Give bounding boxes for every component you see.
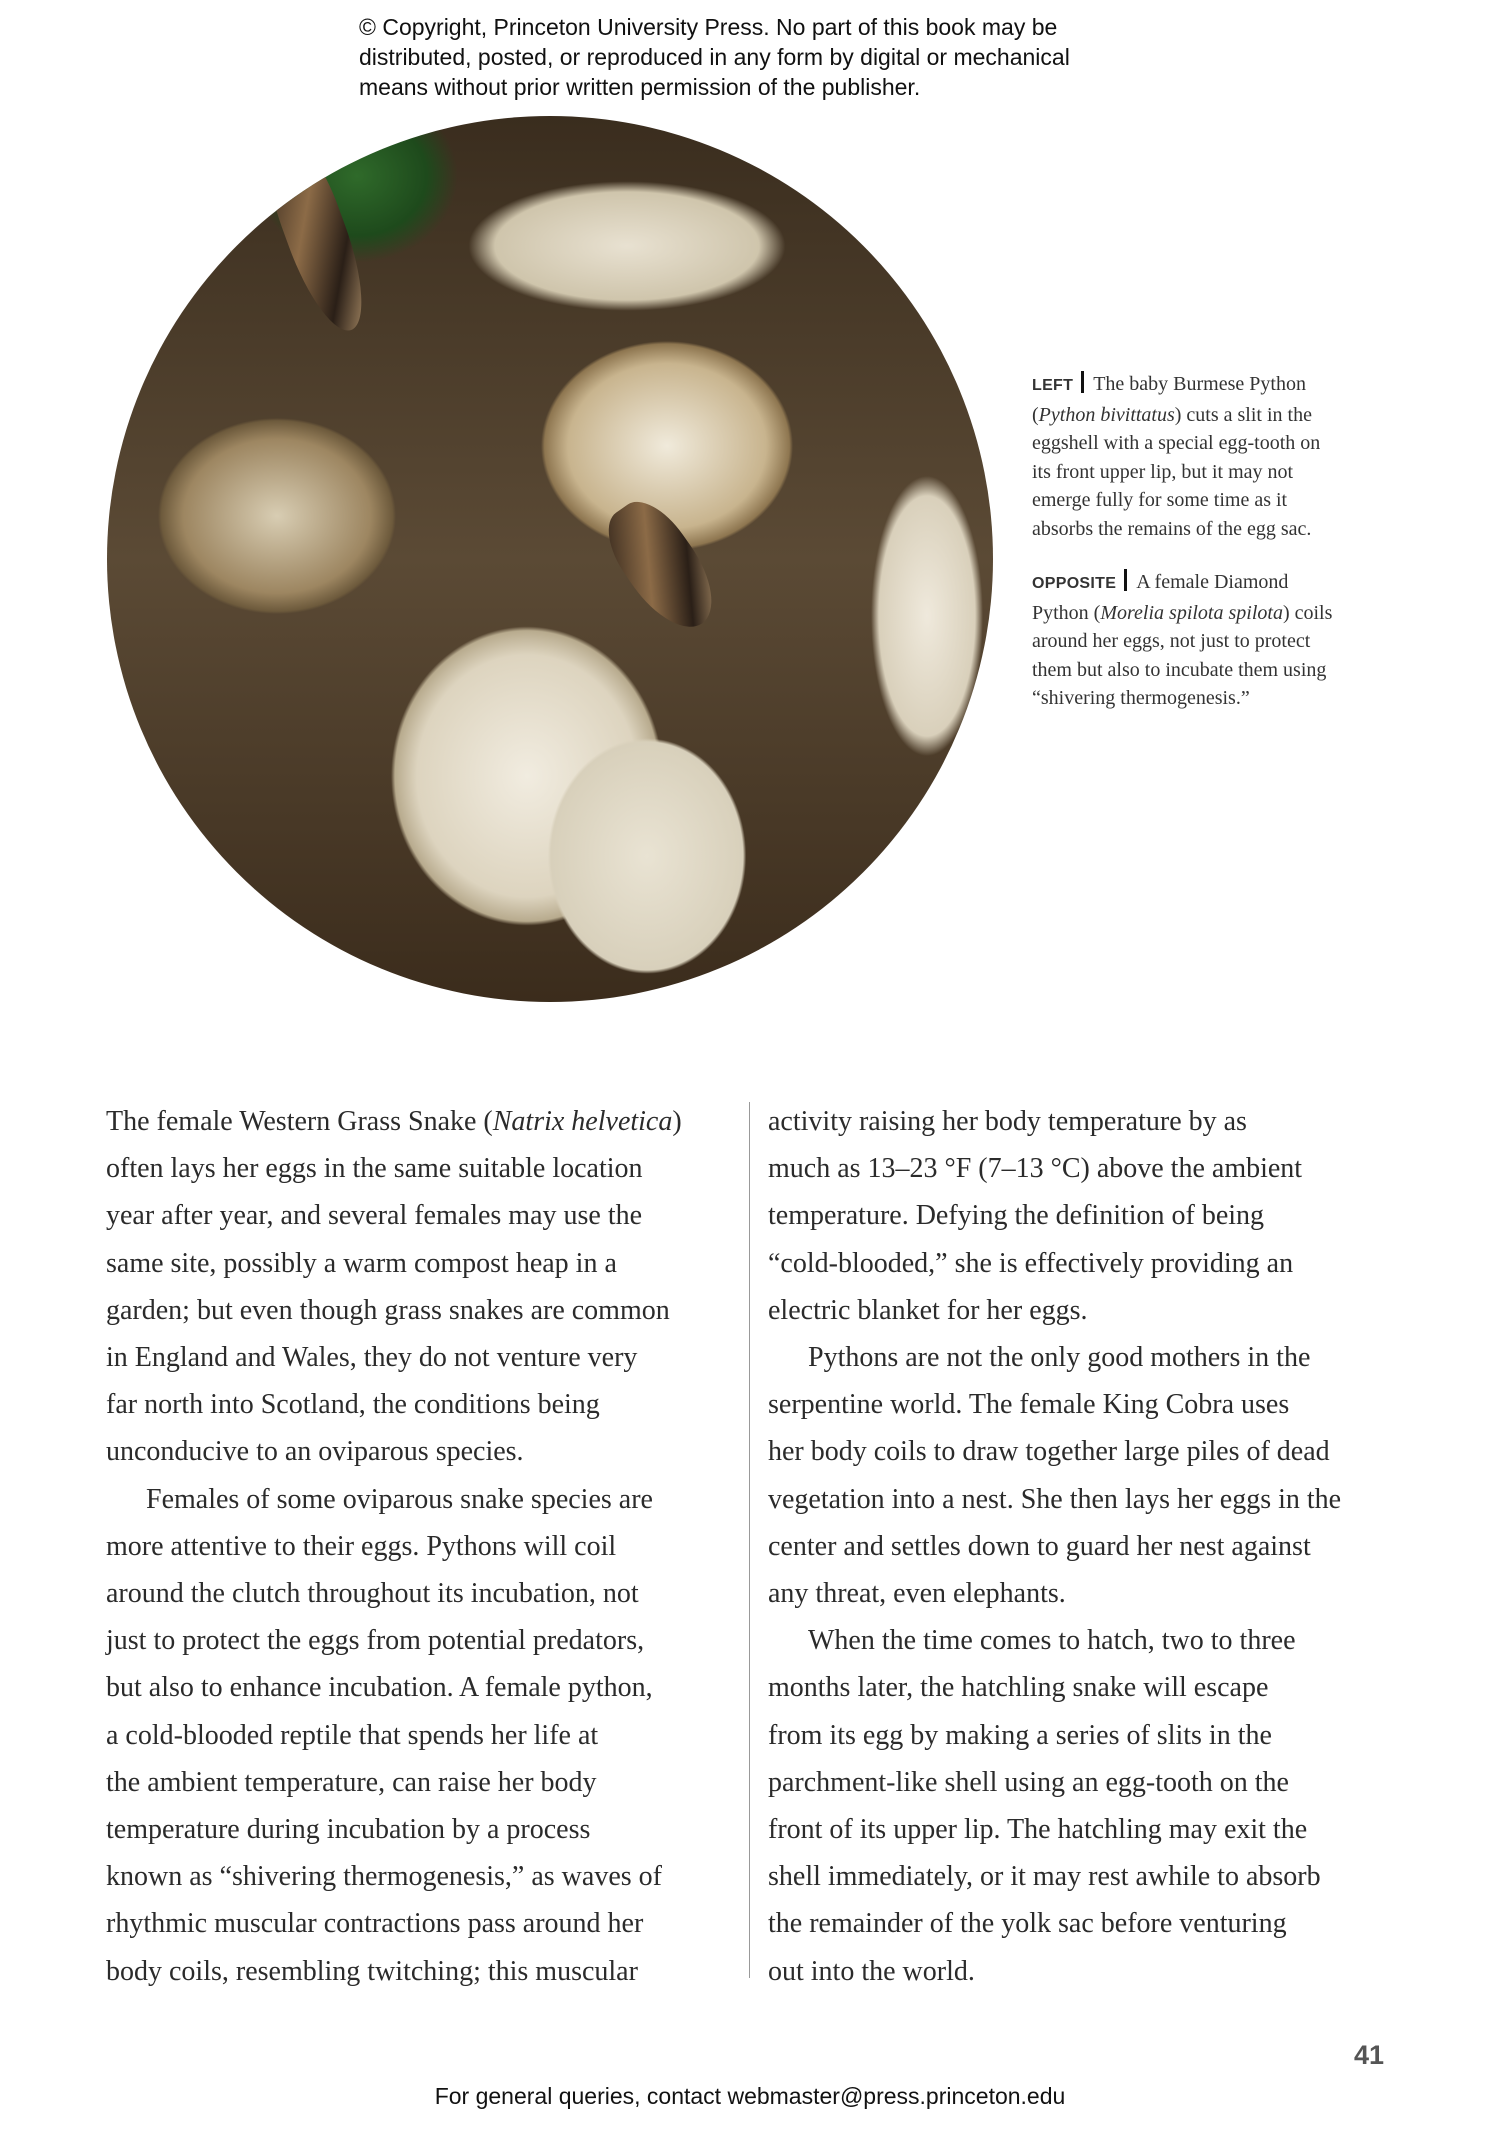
body-text-line [106,1900,682,1947]
body-text-line [768,1428,1341,1475]
text-segment: serpentine world. The female King Cobra uses [768,1389,1290,1421]
body-text-line [106,1712,682,1759]
text-segment: ( [1032,403,1039,426]
text-segment: the remainder of the yolk sac before venturing [768,1908,1287,1940]
text-segment: “shivering thermogenesis.” [1032,687,1250,709]
text-segment: its front upper lip, but it may not [1032,460,1294,483]
caption-separator [1081,371,1084,393]
copyright-line: means without prior written permission of the publisher. [359,74,921,100]
text-segment: months later, the hatchling snake will escape [768,1672,1269,1704]
text-segment: center and settles down to guard her nest against [768,1530,1311,1562]
text-segment: vegetation into a nest. She then lays her eggs in the [768,1483,1342,1515]
body-column-left [106,1098,682,1995]
body-text-line [768,1192,1341,1239]
body-column-right [768,1098,1341,1995]
body-text-line [768,1098,1341,1145]
body-text-line [768,1948,1341,1995]
body-text-line [106,1853,682,1900]
body-text-line [106,1759,682,1806]
text-segment: any threat, even elephants. [768,1578,1066,1610]
text-segment: activity raising her body temperature by as [768,1106,1247,1137]
body-text-line [768,1900,1341,1947]
caption-left [1032,370,1392,543]
copyright-line: © Copyright, Princeton University Press. No part of this book may be [359,14,1058,40]
body-text-line [768,1806,1341,1853]
hatchling-snake-head [255,132,380,340]
caption-line [1032,656,1392,685]
body-text-line [768,1570,1341,1617]
body-text-line [106,1570,682,1617]
body-text-line [768,1759,1341,1806]
footer-contact: For general queries, contact webmaster@press.princeton.edu [434,2083,1066,2109]
text-segment: but also to enhance incubation. A female python, [106,1672,653,1704]
text-segment: eggshell with a special egg-tooth on [1032,432,1321,454]
text-segment: When the time comes to hatch, two to three [808,1625,1296,1657]
text-segment: front of its upper lip. The hatchling may exit the [768,1814,1308,1846]
text-segment: Females of some oviparous snake species are [146,1483,653,1515]
caption-line [1093,373,1306,395]
hatchling-snake-head [593,489,731,644]
text-segment: year after year, and several females may use the [106,1200,643,1232]
text-segment: parchment-like shell using an egg-tooth on the [768,1766,1289,1798]
body-text-line [106,1145,682,1192]
caption-label: LEFT [1032,377,1074,394]
text-segment: A female Diamond [1136,571,1289,593]
body-text-line [768,1664,1341,1711]
text-segment: rhythmic muscular contractions pass around her [106,1908,644,1940]
caption-line [1136,571,1288,593]
body-text-line [768,1334,1341,1381]
body-text-line [106,1240,682,1287]
caption-line [1032,599,1392,628]
text-segment: a cold-blooded reptile that spends her life at [106,1719,599,1751]
text-segment: from its egg by making a series of slits in the [768,1719,1272,1751]
body-text-line [768,1712,1341,1759]
caption-opposite [1032,568,1392,713]
caption-label: OPPOSITE [1032,575,1117,592]
text-segment: same site, possibly a warm compost heap in a [106,1247,617,1279]
text-segment: garden; but even though grass snakes are common [106,1294,670,1326]
caption-line [1032,627,1392,656]
body-text-line [106,1948,682,1995]
species-name: Morelia spilota spilota [1100,601,1283,624]
body-text-line [768,1617,1341,1664]
text-segment: absorbs the remains of the egg sac. [1032,517,1312,540]
text-segment: her body coils to draw together large piles of dead [768,1436,1330,1468]
text-segment: ) cuts a slit in the [1174,403,1312,426]
body-text-line [106,1664,682,1711]
body-text-line [106,1334,682,1381]
body-text-line [768,1145,1341,1192]
species-name: Python bivittatus [1038,403,1175,426]
text-segment: the ambient temperature, can raise her body [106,1766,597,1798]
text-segment: ) [672,1106,682,1137]
text-segment: The baby Burmese Python [1093,373,1306,395]
body-text-line [768,1523,1341,1570]
text-segment: in England and Wales, they do not venture very [106,1342,638,1374]
body-text-line [106,1192,682,1239]
text-segment: ) coils [1282,601,1333,624]
body-text-line [106,1476,682,1523]
body-text-line [106,1617,682,1664]
text-segment: The female Western Grass Snake ( [106,1106,493,1137]
body-text-line [768,1853,1341,1900]
caption-separator [1124,569,1127,591]
text-segment: far north into Scotland, the conditions being [106,1389,600,1421]
text-segment: shell immediately, or it may rest awhile to absorb [768,1861,1321,1893]
text-segment: just to protect the eggs from potential predators, [106,1625,645,1657]
text-segment: body coils, resembling twitching; this muscular [106,1955,638,1987]
caption-line [1032,684,1392,713]
text-segment: much as 13–23 °F (7–13 °C) above the ambient [768,1153,1303,1185]
caption-line [1032,458,1392,487]
body-text-line [768,1287,1341,1334]
copyright-notice [359,12,1159,102]
body-text-line [106,1806,682,1853]
caption-line [1032,515,1392,544]
body-text-line [768,1476,1341,1523]
text-segment: Python ( [1032,601,1101,624]
text-segment: temperature. Defying the definition of being [768,1200,1265,1232]
column-divider [749,1102,750,1978]
text-segment: Pythons are not the only good mothers in the [808,1342,1311,1374]
caption-line [1032,429,1392,458]
text-segment: around her eggs, not just to protect [1032,630,1311,652]
page-number: 41 [1354,2040,1385,2070]
body-text-line [106,1428,682,1475]
text-segment: more attentive to their eggs. Pythons will coil [106,1530,617,1562]
text-segment: known as “shivering thermogenesis,” as waves of [106,1861,662,1893]
text-segment: out into the world. [768,1955,975,1987]
text-segment: emerge fully for some time as it [1032,489,1288,511]
text-segment: temperature during incubation by a process [106,1814,591,1846]
caption-line [1032,486,1392,515]
species-name: Natrix helvetica [492,1106,673,1137]
text-segment: them but also to incubate them using [1032,658,1327,681]
body-text-line [768,1240,1341,1287]
text-segment: “cold-blooded,” she is effectively providing an [768,1247,1294,1279]
body-text-line [106,1381,682,1428]
caption-line [1032,401,1392,430]
text-segment: electric blanket for her eggs. [768,1294,1088,1326]
body-text-line [768,1381,1341,1428]
text-segment: unconducive to an oviparous species. [106,1436,524,1468]
python-eggs-photo [107,116,993,1002]
body-text-line [106,1523,682,1570]
copyright-line: distributed, posted, or reproduced in any form by digital or mechanical [359,44,1070,70]
body-text-line [106,1287,682,1334]
text-segment: often lays her eggs in the same suitable location [106,1153,643,1185]
body-text-line [106,1098,682,1145]
text-segment: around the clutch throughout its incubation, not [106,1578,639,1610]
